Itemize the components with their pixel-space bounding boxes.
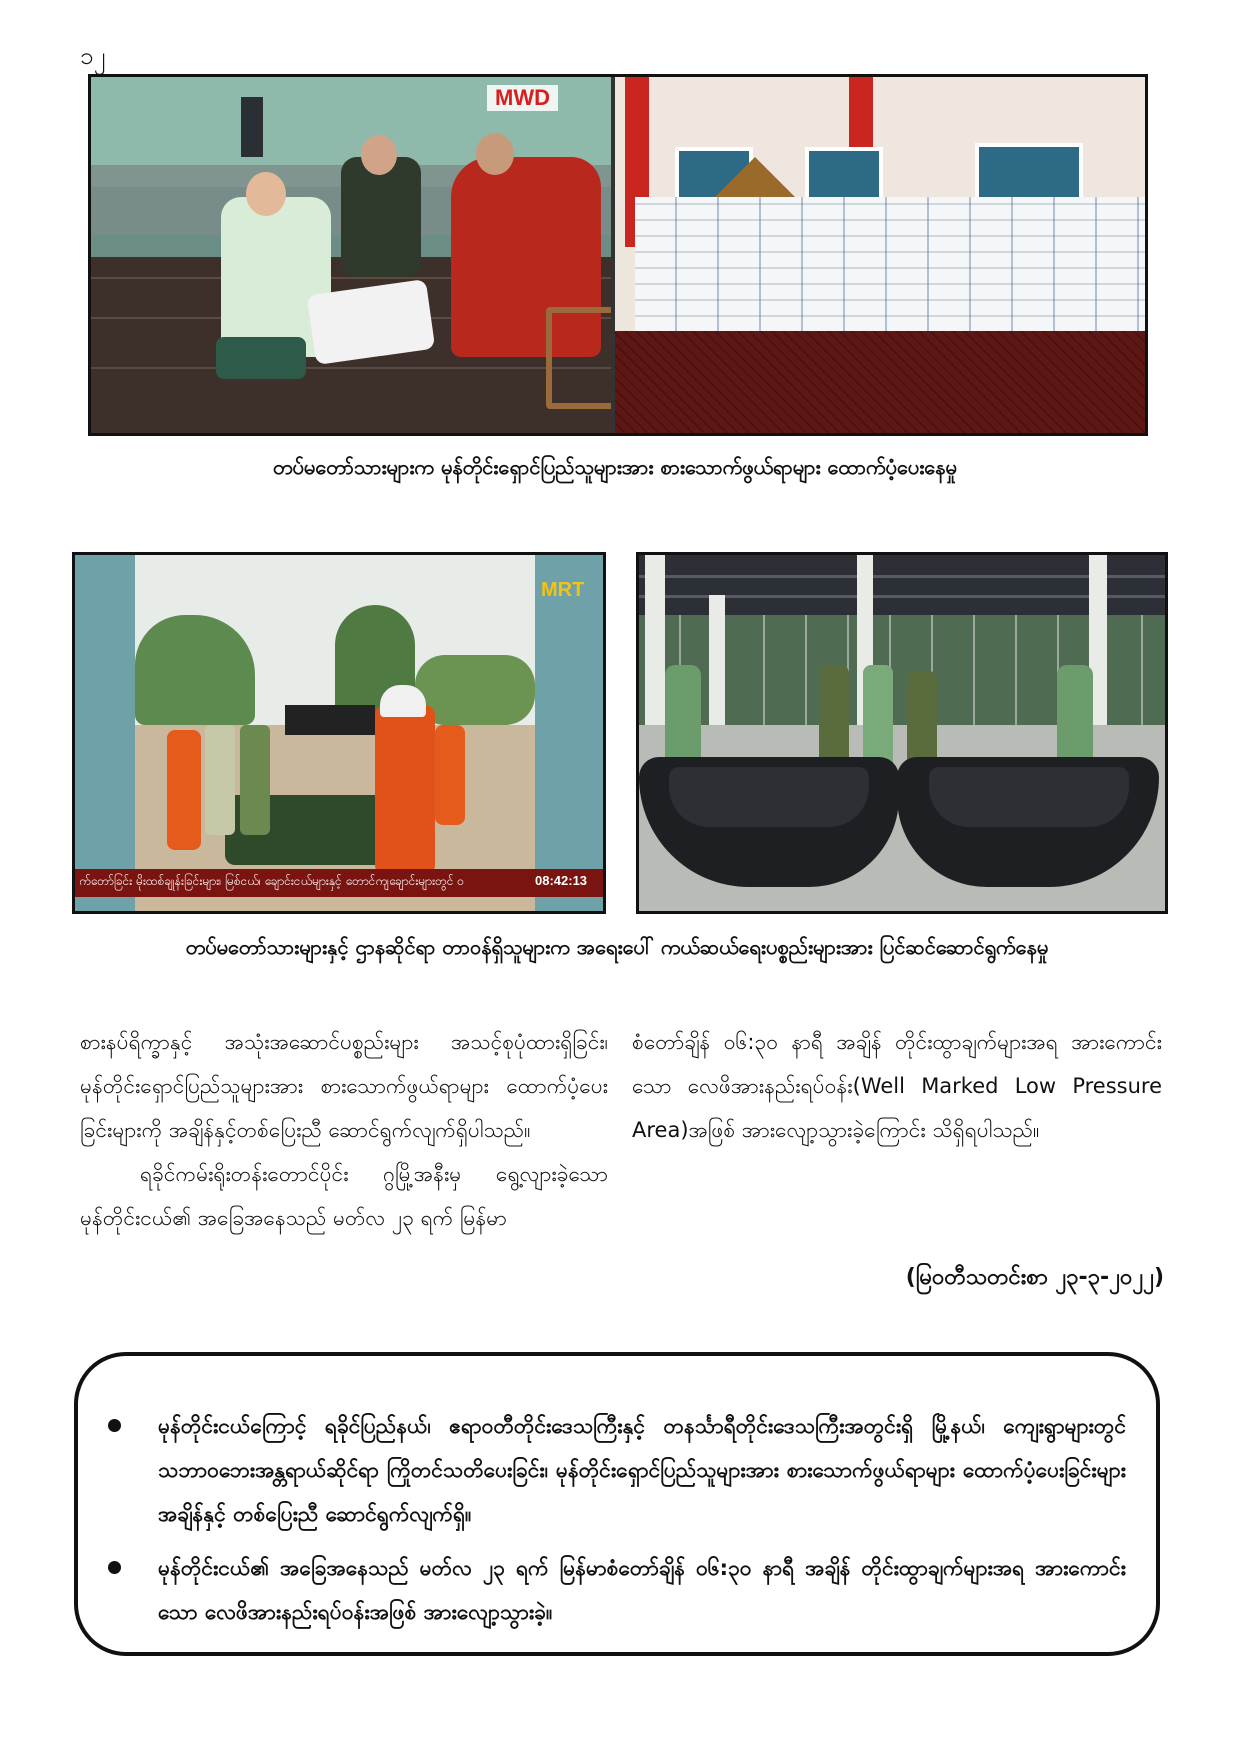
mrt-logo: MRT xyxy=(541,579,585,601)
bullet-icon xyxy=(108,1419,121,1432)
news-ticker-time: 08:42:13 xyxy=(535,873,588,888)
article-paragraph: စံတော်ချိန် ဝ၆:၃ဝ နာရီ အချိန် တိုင်းထွာချက်များအရ အားကောင်းသော လေဖိအားနည်းရပ်ဝန်း(Well Marked Low Pressure Area)အဖြစ် အားလျော့သွားခဲ့ကြောင်း သိရှိရပါသည်။ xyxy=(632,1030,1162,1142)
summary-item-text: မုန်တိုင်းငယ်ကြောင့် ရခိုင်ပြည်နယ်၊ ဧရာဝတီတိုင်းဒေသကြီးနှင့် တနင်္သာရီတိုင်းဒေသကြီးအတွင်းရှိ မြို့နယ်၊ ကျေးရွာများတွင် သဘာဝဘေးအန္တရာယ်ဆိုင်ရာ ကြိုတင်သတိပေးခြင်း၊ မုန်တိုင်းရှောင်ပြည်သူများအား စားသောက်ဖွယ်ရာများ ထောက်ပံ့ပေးခြင်းများ အချိန်နှင့် တစ်ပြေးညီ ဆောင်ရွက်လျက်ရှိ။ xyxy=(158,1414,1126,1526)
fire-brigade-photo xyxy=(75,555,603,911)
article-right-column xyxy=(632,1020,1162,1152)
page-number: ၁၂ xyxy=(80,42,106,70)
fire-brigade-photo-frame xyxy=(72,552,606,914)
mwd-logo: MWD xyxy=(487,85,558,111)
summary-item xyxy=(108,1546,1126,1634)
bullet-icon xyxy=(108,1561,121,1574)
rice-bags-photo xyxy=(615,77,1145,433)
source-citation: (မြဝတီသတင်းစာ ၂၃-၃-၂ဝ၂၂) xyxy=(905,1265,1164,1290)
middle-photo-caption: တပ်မတော်သားများနှင့် ဌာနဆိုင်ရာ တာဝန်ရှိသူများက အရေးပေါ် ကယ်ဆယ်ရေးပစ္စည်းများအား ပြင်ဆင်ဆောင်ရွက်နေမှု xyxy=(185,935,1049,959)
news-ticker-text: က်တော်ခြင်း မိုးထစ်ချုန်းခြင်းများ၊ မြစ်ငယ်၊ ချောင်းငယ်များနှင့် တောင်ကျချောင်းများတွင် ဝ xyxy=(79,874,465,888)
article-left-column xyxy=(80,1020,608,1240)
rescue-boats-photo xyxy=(639,555,1165,911)
top-photo-caption: တပ်မတော်သားများက မုန်တိုင်းရှောင်ပြည်သူများအား စားသောက်ဖွယ်ရာများ ထောက်ပံ့ပေးနေမှု xyxy=(273,455,957,479)
article-paragraph: ရခိုင်ကမ်းရိုးတန်းတောင်ပိုင်း ဂွမြို့အနီးမှ ရွေ့လျားခဲ့သော မုန်တိုင်းငယ်၏ အခြေအနေသည် မတ်လ ၂၃ ရက် မြန်မာ xyxy=(80,1162,608,1230)
top-photo-pair xyxy=(88,74,1148,436)
article-paragraph: စားနပ်ရိက္ခာနှင့် အသုံးအဆောင်ပစ္စည်းများ အသင့်စုပုံထားရှိခြင်း၊ မုန်တိုင်းရှောင်ပြည်သူများအား စားသောက်ဖွယ်ရာများ ထောက်ပံ့ပေးခြင်းများကို အချိန်နှင့်တစ်ပြေးညီ ဆောင်ရွက်လျက်ရှိပါသည်။ xyxy=(80,1030,608,1142)
summary-item xyxy=(108,1404,1126,1536)
summary-item-text: မုန်တိုင်းငယ်၏ အခြေအနေသည် မတ်လ ၂၃ ရက် မြန်မာစံတော်ချိန် ဝ၆:၃ဝ နာရီ အချိန် တိုင်းထွာချက်များအရ အားကောင်းသော လေဖိအားနည်းရပ်ဝန်းအဖြစ် အားလျော့သွားခဲ့။ xyxy=(158,1556,1126,1624)
rescue-boats-photo-frame xyxy=(636,552,1168,914)
monastery-donation-photo xyxy=(91,77,611,433)
summary-box xyxy=(74,1352,1160,1656)
